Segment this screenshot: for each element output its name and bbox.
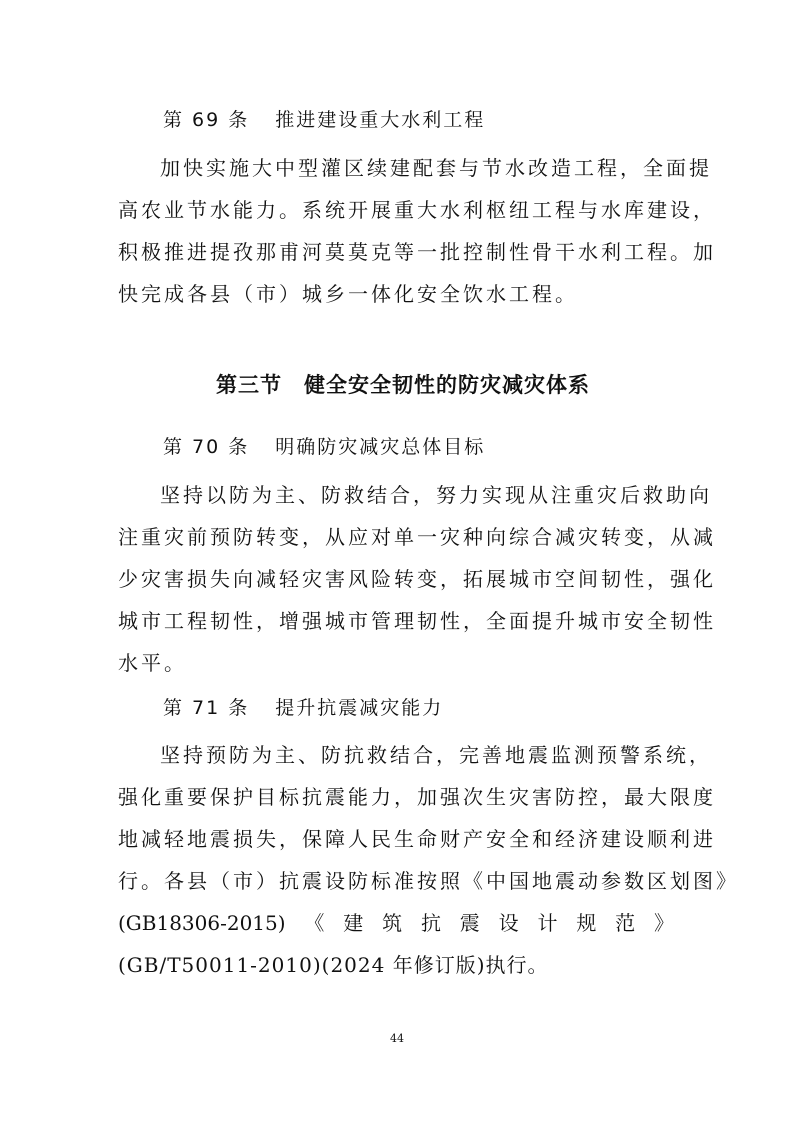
article-70-line-2: 注重灾前预防转变，从应对单一灾种向综合减灾转变，从减	[118, 525, 716, 549]
article-70-heading	[163, 433, 485, 461]
article-69-title: 推进建设重大水利工程	[275, 109, 486, 131]
article-71-line-2: 强化重要保护目标抗震能力，加强次生灾害防控，最大限度	[118, 785, 716, 809]
spread-char: 计	[537, 911, 558, 935]
article-71-line-1: 坚持预防为主、防抗救结合，完善地震监测预警系统，	[160, 743, 712, 767]
article-71-line-3: 地减轻地震损失，保障人民生命财产安全和经济建设顺利进	[118, 827, 716, 851]
article-71-line-6: (GB/T50011-2010)(2024 年修订版)执行。	[118, 953, 549, 977]
article-71-title: 提升抗震减灾能力	[275, 697, 444, 719]
article-70-line-4: 城市工程韧性，增强城市管理韧性，全面提升城市安全韧性	[118, 609, 716, 633]
article-71-number: 第 71 条	[163, 697, 250, 719]
spread-char: 震	[459, 911, 480, 935]
page-number: 44	[390, 1032, 404, 1045]
article-70-line-1: 坚持以防为主、防救结合，努力实现从注重灾后救助向	[160, 483, 712, 507]
spread-char: 范	[615, 911, 636, 935]
section-3-title: 健全安全韧性的防灾减灾体系	[304, 373, 590, 397]
article-69-line-2: 高农业节水能力。系统开展重大水利枢纽工程与水库建设，	[118, 198, 716, 222]
spread-char: 建	[343, 911, 364, 935]
article-70-line-3: 少灾害损失向减轻灾害风险转变，拓展城市空间韧性，强化	[118, 567, 716, 591]
article-71-heading	[163, 694, 443, 722]
article-69-line-1: 加快实施大中型灌区续建配套与节水改造工程，全面提	[160, 156, 712, 180]
spread-char: 《	[304, 911, 325, 935]
article-69-number: 第 69 条	[163, 109, 250, 131]
article-70-number: 第 70 条	[163, 436, 250, 458]
article-69-heading	[163, 106, 485, 134]
spread-char: 筑	[382, 911, 403, 935]
article-69-line-4: 快完成各县（市）城乡一体化安全饮水工程。	[118, 282, 578, 306]
article-69-line-3: 积极推进提孜那甫河莫莫克等一批控制性骨干水利工程。加	[118, 240, 716, 264]
section-3-heading	[216, 371, 590, 399]
article-71-line-5	[118, 909, 674, 937]
spread-char: 规	[576, 911, 597, 935]
spread-char: 》	[654, 911, 674, 935]
article-70-line-5: 水平。	[118, 651, 187, 675]
article-71-line-4: 行。各县（市）抗震设防标准按照《中国地震动参数区划图》	[118, 869, 739, 893]
standard-code-seismic: (GB18306-2015)	[118, 911, 286, 935]
spread-char: 设	[498, 911, 519, 935]
spread-char: 抗	[420, 911, 441, 935]
section-3-number: 第三节	[216, 373, 282, 397]
article-70-title: 明确防灾减灾总体目标	[275, 436, 486, 458]
